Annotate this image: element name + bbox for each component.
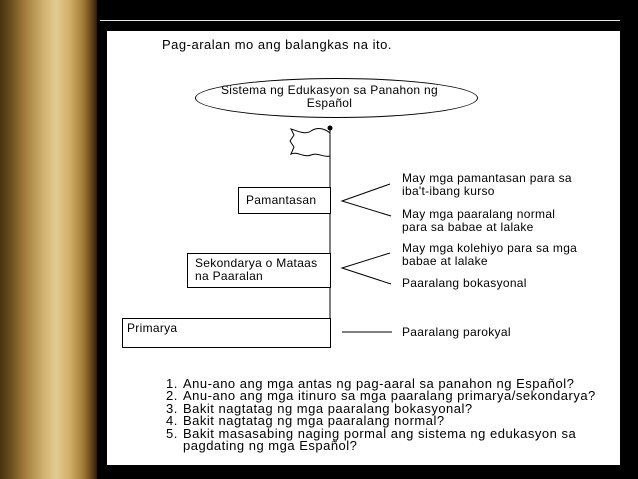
level-box-university [238, 187, 331, 214]
pole-top-dot [328, 126, 333, 131]
branch-university [342, 184, 391, 216]
level-label: Primarya [127, 321, 178, 335]
question-number: 3. [166, 400, 178, 416]
level-detail: Paaralang bokasyonal [402, 276, 527, 290]
question-number: 1. [166, 376, 178, 391]
diagram-title: Sistema ng Edukasyon sa Panahon ng Español [220, 83, 438, 110]
question-number: 2. [166, 388, 178, 404]
question-text: Bakit nagtatag ng mga paaralang normal? [183, 413, 445, 429]
level-detail: May mga paaralang normal para sa babae at lalake [402, 207, 556, 234]
question-number: 5. [166, 425, 178, 441]
question-text: Bakit masasabing naging pormal ang sistema ng edukasyon sa pagdating ng mga Español? [183, 425, 577, 454]
level-detail: Paaralang parokyal [402, 325, 511, 339]
instruction-text: Pag-aralan mo ang balangkas na ito. [162, 37, 392, 52]
level-label: Pamantasan [246, 193, 317, 207]
question-text: Anu-ano ang mga antas ng pag-aaral sa panahon ng Español? [183, 376, 575, 391]
level-box-primary [122, 318, 331, 348]
question-text: Bakit nagtatag ng mga paaralang bokasyonal? [183, 400, 473, 416]
level-box-secondary [187, 253, 331, 288]
question-number: 4. [166, 413, 178, 429]
level-detail: May mga kolehiyo para sa mga babae at lalake [402, 241, 578, 268]
level-label: Sekondarya o Mataas na Paaralan [195, 256, 318, 283]
branch-secondary [342, 253, 391, 284]
question-item [166, 425, 608, 454]
question-text: Anu-ano ang mga itinuro sa mga paaralang primarya/sekondarya? [183, 388, 596, 404]
flag-icon [290, 129, 330, 157]
level-detail: May mga pamantasan para sa iba't-ibang kurso [402, 171, 572, 198]
question-list [166, 378, 608, 452]
